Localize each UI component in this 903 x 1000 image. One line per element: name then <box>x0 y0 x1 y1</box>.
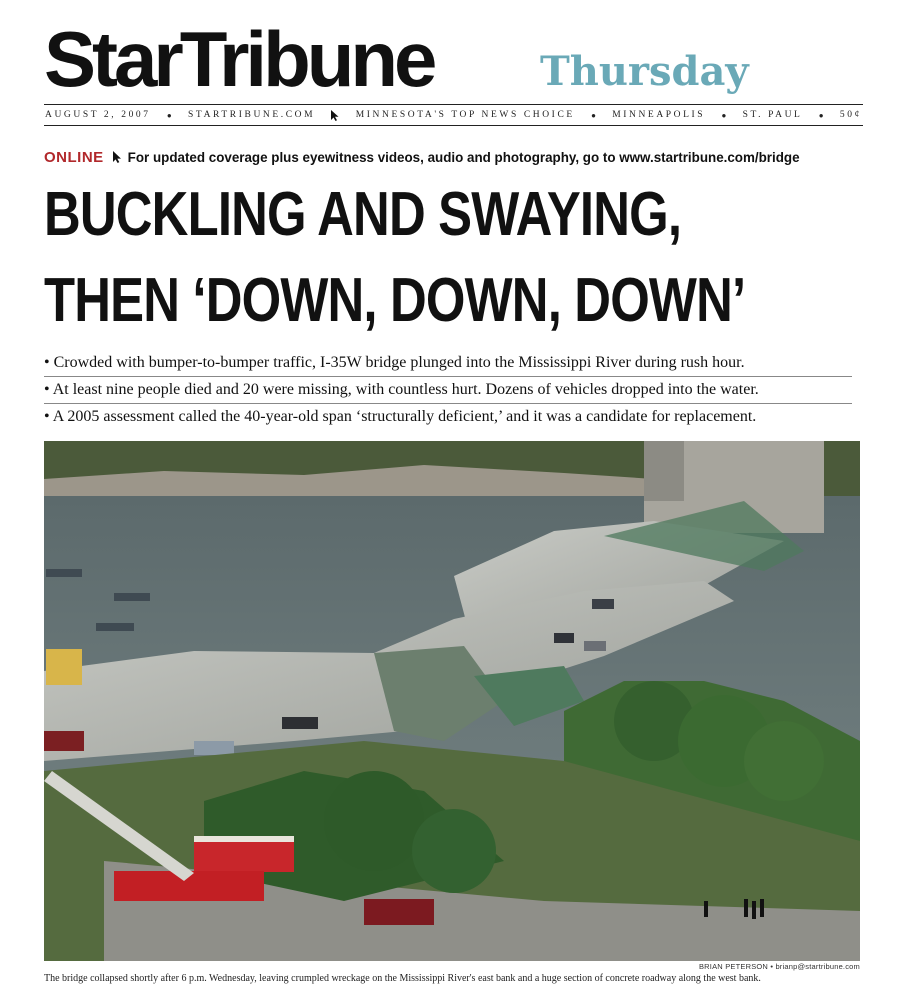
headline-line-1: BUCKLING AND SWAYING, <box>44 180 682 249</box>
weekday-label: Thursday <box>540 48 749 95</box>
responder <box>704 901 708 917</box>
photo-illustration <box>44 441 860 961</box>
separator-dot: ● <box>591 110 596 120</box>
issue-date: AUGUST 2, 2007 <box>45 110 151 120</box>
summary-bullets <box>44 350 852 430</box>
car <box>554 633 574 643</box>
responder <box>760 899 764 917</box>
slogan: MINNESOTA'S TOP NEWS CHOICE <box>355 110 575 120</box>
boat <box>96 623 134 631</box>
separator-dot: ● <box>818 110 824 120</box>
car <box>592 599 614 609</box>
cursor-arrow-icon <box>112 151 122 163</box>
responder <box>752 901 756 919</box>
boat <box>46 569 82 577</box>
car <box>194 741 234 755</box>
suv <box>364 899 434 925</box>
bridge-collapse-photo <box>44 441 860 961</box>
separator-dot: ● <box>721 110 727 120</box>
city-minneapolis: MINNEAPOLIS <box>612 110 706 120</box>
price: 50¢ <box>839 110 862 120</box>
car <box>44 731 84 751</box>
online-promo-text[interactable]: For updated coverage plus eyewitness videos, audio and photography, go to www.startribune.com/bridge <box>127 149 800 165</box>
summary-bullet: • Crowded with bumper-to-bumper traffic, I-35W bridge plunged into the Mississippi River during rush hour. <box>44 350 852 377</box>
photo-credit: BRIAN PETERSON • brianp@startribune.com <box>698 962 860 971</box>
headline-line-2: THEN ‘DOWN, DOWN, DOWN’ <box>44 266 746 335</box>
summary-bullet: • At least nine people died and 20 were missing, with countless hurt. Dozens of vehicles dropped into the water. <box>44 377 852 404</box>
separator-dot: ● <box>166 110 172 120</box>
online-promo[interactable] <box>44 146 863 168</box>
online-tag: ONLINE <box>44 148 104 166</box>
masthead <box>44 14 864 104</box>
summary-bullet: • A 2005 assessment called the 40-year-old span ‘structurally deficient,’ and it was a candidate for replacement. <box>44 408 757 425</box>
newspaper-logo: StarTribune <box>44 15 434 103</box>
photo-caption: The bridge collapsed shortly after 6 p.m. Wednesday, leaving crumpled wreckage on the Mississippi River's east bank and a huge section of concrete roadway along the west bank. <box>44 973 761 984</box>
boat <box>114 593 150 601</box>
car <box>282 717 318 729</box>
website-link[interactable]: STARTRIBUNE.COM <box>188 110 316 120</box>
responder <box>744 899 748 917</box>
main-headline <box>44 172 863 352</box>
car <box>584 641 606 651</box>
dateline-bar <box>44 104 863 126</box>
cursor-icon <box>331 110 339 121</box>
city-st-paul: ST. PAUL <box>742 110 803 120</box>
tank <box>46 649 82 685</box>
